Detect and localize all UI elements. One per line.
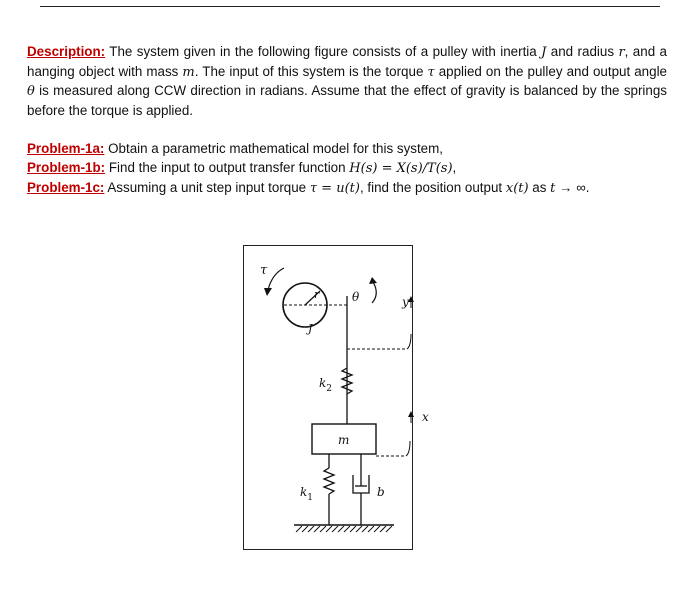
x-label: x xyxy=(422,410,429,424)
y-reference-curve xyxy=(407,334,411,349)
output-expression: x(t) xyxy=(505,180,529,196)
document-body xyxy=(27,43,667,198)
m-label: m xyxy=(338,433,350,447)
theta-arrowhead xyxy=(369,277,377,284)
problem-label: Problem-1c: xyxy=(27,179,105,195)
description-label: Description: xyxy=(27,44,106,59)
description-text: . The input of this system is the torque xyxy=(194,63,428,79)
description-text: , and a hanging object with mass xyxy=(27,44,668,79)
description-paragraph xyxy=(27,43,667,120)
problem-1b xyxy=(27,159,667,179)
problem-text: Assuming a unit step input torque xyxy=(104,179,310,195)
y-arrowhead xyxy=(408,296,414,302)
problem-label: Problem-1b: xyxy=(27,159,106,175)
torque-arrow xyxy=(268,268,284,290)
b-label: b xyxy=(377,485,385,499)
tau-label: τ xyxy=(260,263,268,278)
spring-k1 xyxy=(324,468,334,494)
theta-arrow xyxy=(372,282,376,303)
problem-text: as xyxy=(528,179,551,195)
description-text: is measured along CCW direction in radians. Assume that the effect of gravity is balanced by the springs before the torque is applied. xyxy=(27,83,667,118)
top-rule xyxy=(40,6,660,7)
symbol-tau: τ xyxy=(427,64,435,80)
problem-label: Problem-1a: xyxy=(27,141,105,157)
J-label: J xyxy=(308,322,313,335)
k2-label: $k_2$ xyxy=(319,376,333,394)
ground-hatching xyxy=(296,526,392,532)
punctuation: , xyxy=(452,159,457,175)
description-text: applied on the pulley and output angle xyxy=(434,63,668,79)
problem-1c xyxy=(27,179,667,199)
symbol-theta: θ xyxy=(27,84,35,100)
k1-label: $k_1$ xyxy=(300,485,314,503)
system-diagram xyxy=(244,246,429,551)
input-expression: τ = u(t) xyxy=(309,180,360,196)
limit-text: → ∞. xyxy=(555,179,590,195)
time-symbol: t xyxy=(550,180,556,196)
description-text: The system given in the following figure consists of a pulley with inertia xyxy=(105,44,542,59)
theta-label: θ xyxy=(352,290,360,304)
problem-text: Find the input to output transfer function xyxy=(105,159,350,175)
symbol-m: m xyxy=(182,64,195,80)
r-label: r xyxy=(314,288,320,301)
problem-text: , find the position output xyxy=(359,179,506,195)
symbol-r: r xyxy=(618,45,625,60)
torque-arrowhead xyxy=(264,288,272,296)
symbol-J: J xyxy=(541,45,547,60)
system-figure xyxy=(243,245,429,550)
y-label: y xyxy=(402,295,409,309)
description-text: and radius xyxy=(546,44,619,59)
problem-1a xyxy=(27,140,667,159)
x-arrowhead xyxy=(408,411,414,417)
x-reference-curve xyxy=(406,441,410,456)
transfer-function: H(s) = X(s)/T(s) xyxy=(349,160,453,176)
problem-text: Obtain a parametric mathematical model for this system, xyxy=(104,141,444,157)
